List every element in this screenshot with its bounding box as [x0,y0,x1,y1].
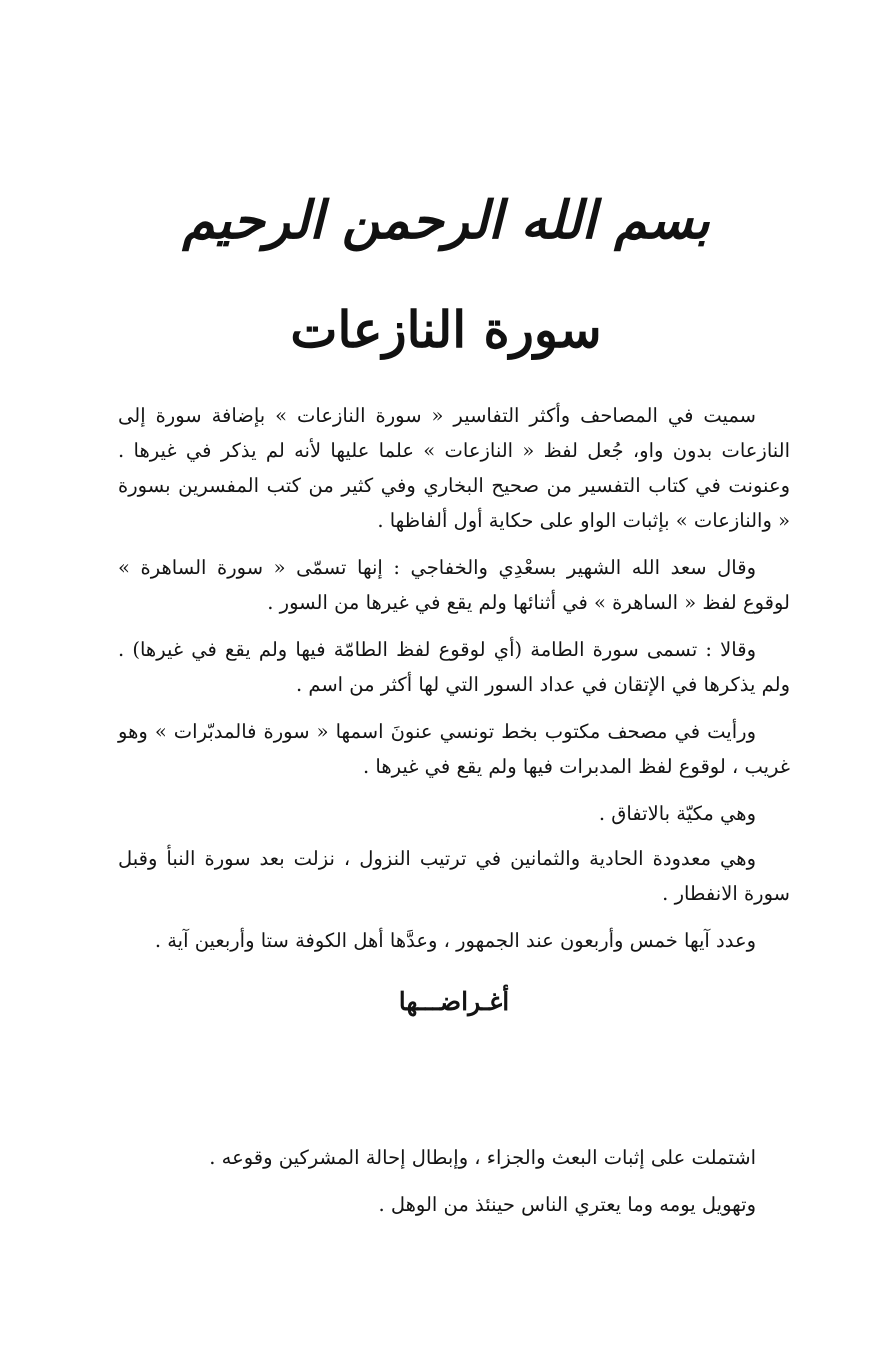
paragraph-sahira: وقال سعد الله الشهير بسعْدِي والخفاجي : إنها تسمّى « سورة الساهرة » لوقوع لفظ « الساهرة » في أثنائها ولم يقع في غيرها من السور . [118,556,790,614]
paragraph-makki: وهي مكيّة بالاتفاق . [598,802,756,825]
purpose-item: وتهويل يومه وما يعتري الناس حينئذ من الوهل . [378,1193,756,1216]
paragraph-revelation-order: وهي معدودة الحادية والثمانين في ترتيب النزول ، نزلت بعد سورة النبأ وقبل سورة الانفطار . [118,847,790,905]
paragraph-tamma: وقالا : تسمى سورة الطامة (أي لوقوع لفظ الطامّة فيها ولم يقع في غيرها) . ولم يذكرها في الإتقان في عداد السور التي لها أكثر من اسم . [118,638,790,696]
surah-title: سورة النازعات [290,300,602,359]
introduction-text [118,398,790,1037]
purposes-text [118,1140,790,1234]
paragraph-names: سميت في المصاحف وأكثر التفاسير « سورة النازعات » بإضافة سورة إلى النازعات بدون واو، جُعل لفظ « النازعات » علما عليها لأنه لم يذكر في غيرها . وعنونت في كتاب التفسير من صحيح البخاري وفي كثير من كتب المفسرين بسورة « والنازعات » بإثبات الواو على حكاية أول ألفاظها . [118,404,790,532]
basmala-heading: بسم الله الرحمن الرحيم [182,190,710,251]
paragraph-mudabbirat: ورأيت في مصحف مكتوب بخط تونسي عنونَ اسمها « سورة فالمدبّرات » وهو غريب ، لوقوع لفظ المدبرات فيها ولم يقع في غيرها . [118,720,790,778]
paragraph-verse-count: وعدد آيها خمس وأربعون عند الجمهور ، وعدَّها أهل الكوفة ستا وأربعين آية . [154,929,756,952]
purpose-item: اشتملت على إثبات البعث والجزاء ، وإبطال إحالة المشركين وقوعه . [209,1146,756,1169]
section-heading-purposes: أغـراضـــها [398,987,510,1016]
